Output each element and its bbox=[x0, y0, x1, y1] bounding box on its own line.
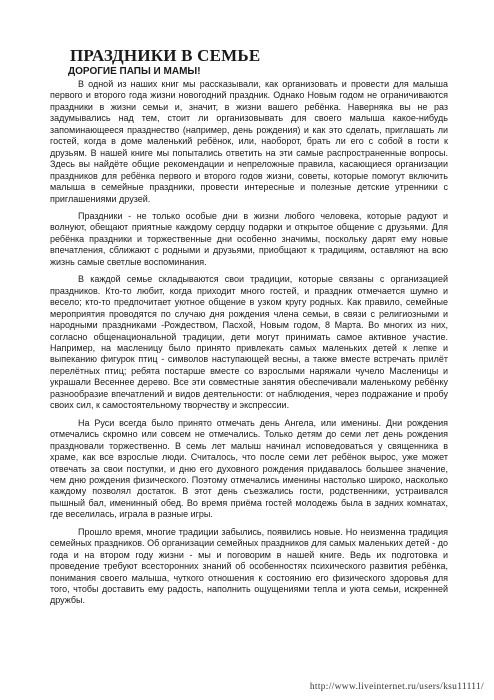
paragraph-holidays: Праздники - не только особые дни в жизни любого человека, которые радуют и волнуют, обещают приятные каждому сердцу подарки и открытое общение с друзьями. Для ребёнка праздники и торжественные дни особенно значимы, поскольку дарят ему новые впечатления, сближают с родными и друзьями, приобщают к традициям, оставляют на всю жизнь самые светлые воспоминания. bbox=[50, 210, 448, 267]
paragraph-intro: В одной из наших книг мы рассказывали, как организовать и провести для малыша первого и второго года жизни новогодний праздник. Однако Новым годом не ограничиваются праздники в жизни семьи и, значит, в жизни вашего ребёнка. Наверняка вы не раз задумывались над тем, стоит ли организовывать для своего малыша какое-нибудь запоминающееся празднество (например, день рождения) и как это сделать, приглашать ли гостей, когда в доме маленький ребёнок, или, наоборот, брать ли его с собой в гости к друзьям. В нашей книге мы попытались ответить на эти самые распространенные вопросы. Здесь вы найдёте общие рекомендации и непреложные правила, касающиеся организации праздников для ребёнка первого и второго годов жизни, советы, которые помогут включить малыша в семейные праздники, провести интересные и полезные детские утренники с приглашениями друзей. bbox=[50, 79, 448, 204]
document-page bbox=[50, 46, 448, 613]
page-title: ПРАЗДНИКИ В СЕМЬЕ bbox=[70, 46, 261, 65]
paragraph-family-traditions: В каждой семье складываются свои традиции, которые связаны с организацией праздников. Кто-то любит, когда приходит много гостей, и праздник отмечается шумно и весело; кто-то предпочитает уютное общение в узком кругу родных. Как правило, семейные мероприятия проводятся по случаю дня рождения члена семьи, в связи с религиозными и народными праздниками -Рождеством, Пасхой, Новым годом, 8 Марта. Во многих из них, согласно общенациональной традиции, дети могут принимать самое активное участие. Например, на масленицу было принято привлекать самых маленьких детей к лепке и выпеканию фигурок птиц - символов наступающей весны, а также вместе встречать прилёт перелётных птиц; ребята постарше вместе со взрослыми наряжали чучело Масленицы и украшали Весеннее дерево. Все эти совместные занятия обеспечивали маленькому ребёнку разнообразие впечатлений и видов деятельности: от наблюдения, через подражание и пробу своих сил, к самостоятельному творчеству и экспрессии. bbox=[50, 274, 448, 411]
page-subtitle: ДОРОГИЕ ПАПЫ И МАМЫ! bbox=[68, 66, 201, 77]
paragraph-conclusion: Прошло время, многие традиции забылись, появились новые. Но неизменна традиция семейных праздников. Об организации семейных праздников для самых маленьких детей - до года и на втором году жизни - мы и поговорим в нашей книге. Ведь их подготовка и проведение требуют всесторонних знаний об особенностях психического развития ребёнка, понимания своего малыша, чуткого отношения к состоянию его физического здоровья для того, чтобы доставить ему радость, наполнить ощущениями тепла и уюта семьи, искренней дружбы. bbox=[50, 526, 448, 606]
source-url-footer: http://www.liveinternet.ru/users/ksu11111/ bbox=[309, 682, 484, 692]
paragraph-name-day: На Руси всегда было принято отмечать день Ангела, или именины. Дни рождения отмечались скромно или совсем не отмечались. Только детям до семи лет день рождения праздновали торжественно. В семь лет малыш начинал исповедоваться у священника в храме, как все взрослые люди. Считалось, что после семи лет ребёнок вырос, уже может отвечать за свои поступки, и дню его духовного рождения придавалось большее значение, чем дню рождения физического. Поэтому отмечались именины настолько широко, насколько каждому позволял достаток. В этот день съезжались гости, родственники, устраивался пышный бал, именинный обед. Во время приёма гостей молодежь была в задних комнатах, где веселилась, играла в разные игры. bbox=[50, 417, 448, 520]
